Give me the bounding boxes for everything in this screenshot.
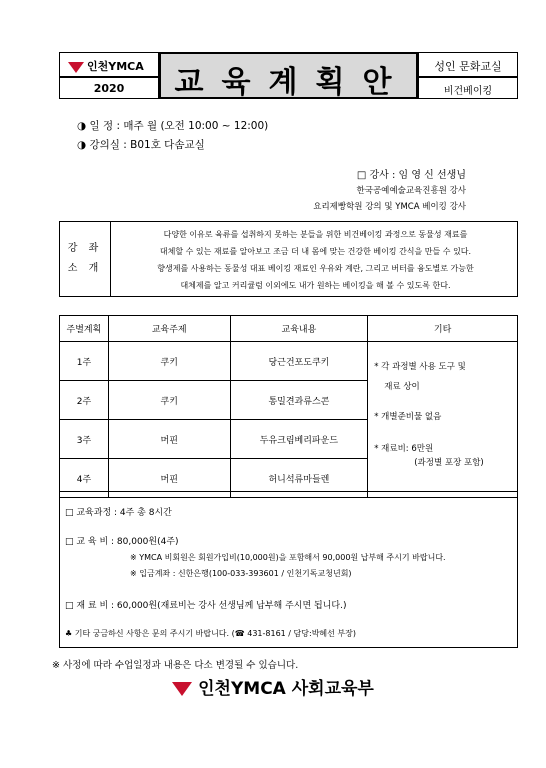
schedule-table (59, 315, 518, 498)
topic-cell: 머핀 (108, 459, 230, 498)
header-course-box (418, 77, 518, 99)
topic-cell: 쿠키 (108, 381, 230, 420)
detail-material: □ 재 료 비 : 60,000원(재료비는 강사 선생님께 납부해 주시면 됩니다.) (65, 601, 347, 611)
table-header-row (60, 316, 518, 342)
detail-contact: ♣ 기타 궁금하신 사항은 문의 주시기 바랍니다. (☎ 431-8161 / 담당:박혜선 부장) (65, 629, 356, 638)
ymca-logo-icon (68, 62, 84, 73)
other-note: (과정별 포장 포함) (414, 458, 484, 468)
week-cell: 4주 (60, 459, 109, 498)
ymca-logo-icon (172, 682, 192, 696)
week-cell: 2주 (60, 381, 109, 420)
content-cell: 통밀견과류스콘 (230, 381, 368, 420)
detail-course: □ 교육과정 : 4주 총 8시간 (65, 508, 172, 518)
header-category-box (418, 52, 518, 77)
content-cell: 허니석류마들렌 (230, 459, 368, 498)
page-title: 교육계획안 (174, 65, 410, 100)
topic-cell: 머핀 (108, 420, 230, 459)
week-cell: 3주 (60, 420, 109, 459)
course-intro (59, 221, 518, 297)
content-cell: 당근건포도쿠키 (230, 342, 368, 381)
other-note: * 재료비: 6만원 (374, 444, 434, 454)
detail-fee: □ 교 육 비 : 80,000원(4주) (65, 537, 179, 547)
column-header-other: 기타 (368, 316, 518, 342)
header-org (68, 58, 144, 74)
course-intro-text (118, 226, 513, 294)
other-note: 재료 상이 (384, 382, 420, 392)
intro-line: 향생제를 사용하는 동물성 대표 베이킹 재료인 우유와 계란, 그리고 버터를 융도별로 가능한 (157, 264, 474, 273)
detail-fee-note-1: ※ YMCA 비회원은 회원가입비(10,000원)을 포함해서 90,000원 납부해 주시기 바랍니다. (130, 553, 446, 562)
week-cell: 1주 (60, 342, 109, 381)
topic-cell: 쿠키 (108, 342, 230, 381)
instructor-career-1: 한국공예예술교육진흥원 강사 (356, 186, 466, 196)
header-category: 성인 문화교실 (434, 60, 502, 73)
header-year-box (59, 77, 159, 99)
content-cell: 두유크림베리파운드 (230, 420, 368, 459)
header-org-label: 인천YMCA (87, 60, 144, 73)
column-header-content: 교육내용 (230, 316, 368, 342)
column-header-topic: 교육주제 (108, 316, 230, 342)
column-header-week: 주별계획 (60, 316, 109, 342)
course-intro-label (60, 222, 111, 296)
other-note: * 개별준비물 없음 (374, 412, 442, 422)
header-year: 2020 (93, 82, 125, 95)
header-org-box (59, 52, 159, 77)
intro-label-line-2: 소 개 (67, 263, 103, 274)
footer-org-label: 인천YMCA 사회교육부 (198, 679, 374, 699)
schedule-room: ◑ 강의실 : B01호 다솜교실 (77, 139, 205, 151)
header-course: 비건베이킹 (443, 86, 493, 97)
instructor-career-2: 요리제빵학원 강의 및 YMCA 베이킹 강사 (313, 202, 466, 212)
intro-line: 다양한 이유로 육류를 섭취하지 못하는 분들을 위한 비건베이킹 과정으로 동물성 재료를 (163, 230, 468, 239)
intro-line: 대체할 수 있는 재료를 알아보고 조금 더 내 몸에 맞는 건강한 베이킹 간식을 만들 수 있다. (159, 247, 472, 256)
table-row (60, 342, 518, 381)
change-notice: ※ 사정에 따라 수업일정과 내용은 다소 변경될 수 있습니다. (52, 660, 299, 671)
instructor-name: □ 강사 : 임 영 신 선생님 (356, 170, 466, 181)
intro-line: 대체제를 알고 커리큘럼 이외에도 내가 원하는 베이킹을 해 볼 수 있도록 한다. (180, 281, 451, 290)
footer-org (0, 674, 546, 699)
course-details (59, 491, 518, 648)
intro-label-line-1: 강 좌 (67, 243, 103, 254)
schedule-date: ◑ 일 정 : 매주 월 (오전 10:00 ~ 12:00) (77, 120, 269, 132)
other-note: * 각 과정별 사용 도구 및 (374, 362, 466, 372)
title-box (159, 52, 418, 99)
other-notes-cell (368, 342, 518, 498)
detail-fee-note-2: ※ 입금계좌 : 신한은행(100-033-393601 / 인천기독교청년회) (130, 569, 352, 578)
